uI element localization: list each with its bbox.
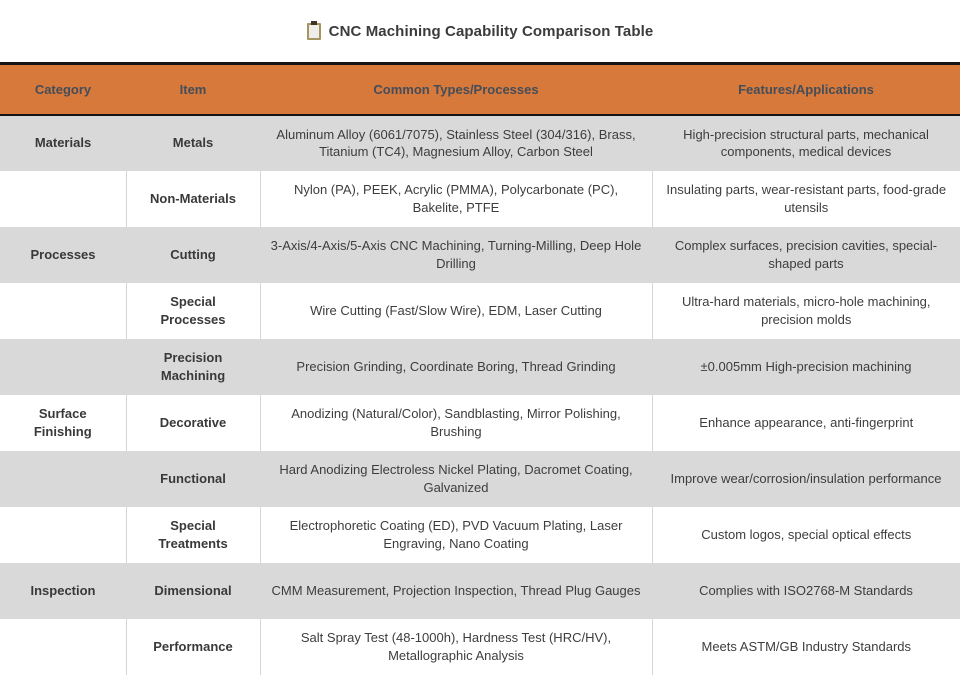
types-cell: Nylon (PA), PEEK, Acrylic (PMMA), Polycarbonate (PC), Bakelite, PTFE (260, 171, 652, 227)
features-cell: Meets ASTM/GB Industry Standards (652, 619, 960, 675)
category-cell: Surface Finishing (0, 395, 126, 451)
category-cell (0, 507, 126, 563)
table-header (0, 64, 960, 115)
item-cell: Functional (126, 451, 260, 507)
category-cell (0, 451, 126, 507)
table-row (0, 115, 960, 171)
item-cell: Special Treatments (126, 507, 260, 563)
features-cell: Improve wear/corrosion/insulation performance (652, 451, 960, 507)
types-cell: 3-Axis/4-Axis/5-Axis CNC Machining, Turning-Milling, Deep Hole Drilling (260, 227, 652, 283)
types-cell: Aluminum Alloy (6061/7075), Stainless Steel (304/316), Brass, Titanium (TC4), Magnesium Alloy, Carbon Steel (260, 115, 652, 171)
category-cell: Processes (0, 227, 126, 283)
table-row (0, 395, 960, 451)
category-cell (0, 339, 126, 395)
features-cell: ±0.005mm High-precision machining (652, 339, 960, 395)
table-row (0, 507, 960, 563)
header-features: Features/Applications (652, 64, 960, 115)
table-row (0, 451, 960, 507)
types-cell: Salt Spray Test (48-1000h), Hardness Test (HRC/HV), Metallographic Analysis (260, 619, 652, 675)
types-cell: Hard Anodizing Electroless Nickel Plating, Dacromet Coating, Galvanized (260, 451, 652, 507)
clipboard-icon (307, 23, 321, 40)
category-cell (0, 283, 126, 339)
types-cell: Anodizing (Natural/Color), Sandblasting, Mirror Polishing, Brushing (260, 395, 652, 451)
capability-table (0, 62, 960, 675)
category-cell (0, 171, 126, 227)
table-row (0, 619, 960, 675)
item-cell: Precision Machining (126, 339, 260, 395)
item-cell: Special Processes (126, 283, 260, 339)
table-body (0, 115, 960, 675)
header-row (0, 64, 960, 115)
category-cell: Materials (0, 115, 126, 171)
features-cell: High-precision structural parts, mechanical components, medical devices (652, 115, 960, 171)
header-item: Item (126, 64, 260, 115)
table-row (0, 227, 960, 283)
item-cell: Cutting (126, 227, 260, 283)
types-cell: CMM Measurement, Projection Inspection, Thread Plug Gauges (260, 563, 652, 619)
item-cell: Performance (126, 619, 260, 675)
types-cell: Wire Cutting (Fast/Slow Wire), EDM, Laser Cutting (260, 283, 652, 339)
types-cell: Electrophoretic Coating (ED), PVD Vacuum Plating, Laser Engraving, Nano Coating (260, 507, 652, 563)
header-types: Common Types/Processes (260, 64, 652, 115)
item-cell: Decorative (126, 395, 260, 451)
item-cell: Metals (126, 115, 260, 171)
features-cell: Enhance appearance, anti-fingerprint (652, 395, 960, 451)
features-cell: Complies with ISO2768-M Standards (652, 563, 960, 619)
types-cell: Precision Grinding, Coordinate Boring, Thread Grinding (260, 339, 652, 395)
table-row (0, 339, 960, 395)
item-cell: Dimensional (126, 563, 260, 619)
features-cell: Insulating parts, wear-resistant parts, food-grade utensils (652, 171, 960, 227)
features-cell: Complex surfaces, precision cavities, special-shaped parts (652, 227, 960, 283)
features-cell: Custom logos, special optical effects (652, 507, 960, 563)
item-cell: Non-Materials (126, 171, 260, 227)
page-title-text: CNC Machining Capability Comparison Table (328, 22, 654, 40)
category-cell (0, 619, 126, 675)
header-category: Category (0, 64, 126, 115)
category-cell: Inspection (0, 563, 126, 619)
features-cell: Ultra-hard materials, micro-hole machining, precision molds (652, 283, 960, 339)
table-row (0, 171, 960, 227)
table-row (0, 283, 960, 339)
page-title (0, 0, 960, 62)
table-row (0, 563, 960, 619)
